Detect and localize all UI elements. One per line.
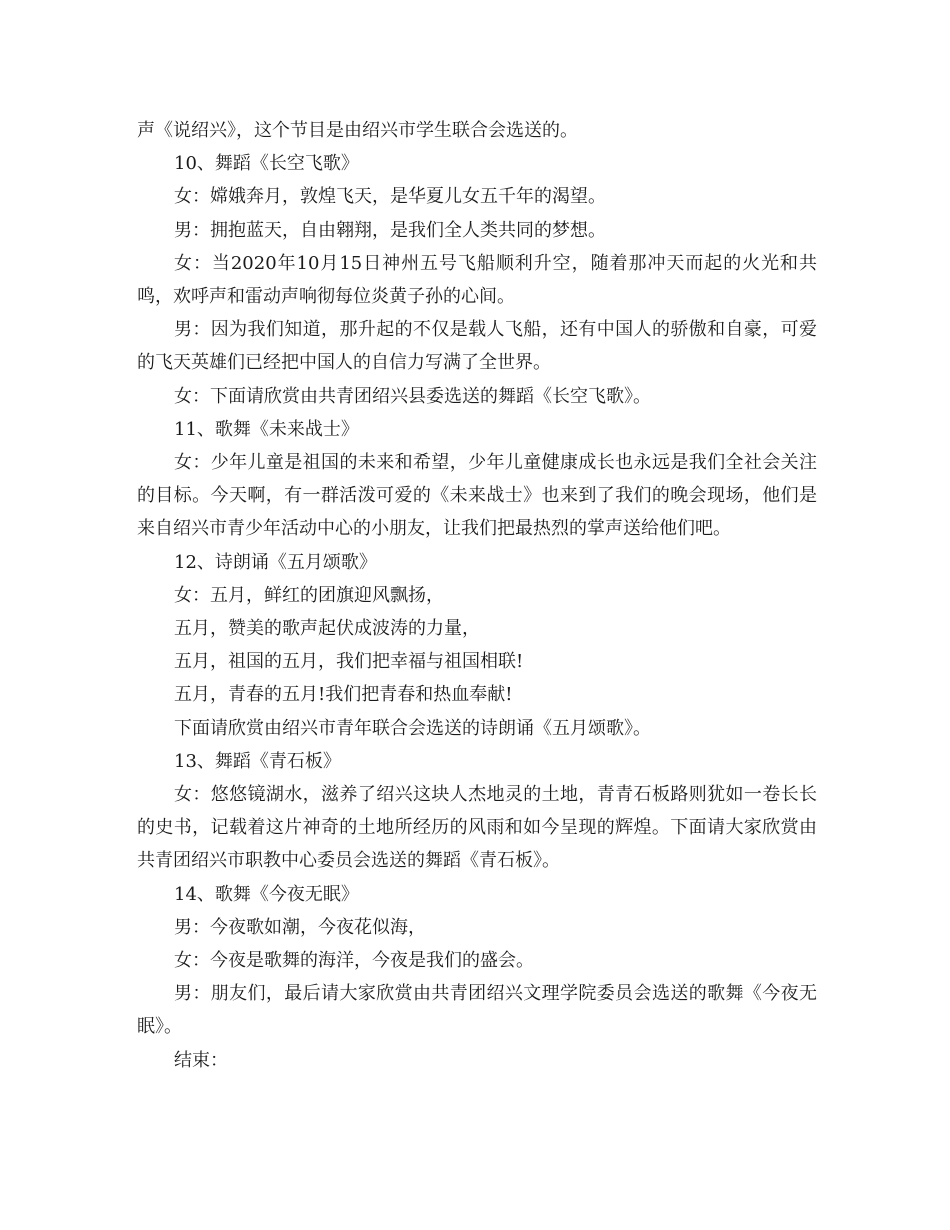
paragraph: 女：悠悠镜湖水，滋养了绍兴这块人杰地灵的土地，青青石板路则犹如一卷长长的史书，记载着这片神奇的土地所经历的风雨和如今呈现的辉煌。下面请大家欣赏由共青团绍兴市职教中心委员会选送的舞蹈《青石板》。 xyxy=(137,784,817,872)
paragraph: 下面请欣赏由绍兴市青年联合会选送的诗朗诵《五月颂歌》。 xyxy=(174,717,651,739)
paragraph: 男：因为我们知道，那升起的不仅是载人飞船，还有中国人的骄傲和自豪，可爱的飞天英雄们已经把中国人的自信力写满了全世界。 xyxy=(137,319,817,374)
paragraph: 女：下面请欣赏由共青团绍兴县委选送的舞蹈《长空飞歌》。 xyxy=(174,385,651,407)
paragraph: 五月，祖国的五月，我们把幸福与祖国相联! xyxy=(174,651,524,673)
paragraph: 五月，青春的五月!我们把青春和热血奉献! xyxy=(174,684,513,706)
paragraph: 女：当2020年10月15日神州五号飞船顺利升空，随着那冲天而起的火光和共鸣，欢呼声和雷动声响彻每位炎黄子孙的心间。 xyxy=(137,252,817,308)
paragraph: 13、舞蹈《青石板》 xyxy=(174,750,341,772)
paragraph: 男：朋友们，最后请大家欣赏由共青团绍兴文理学院委员会选送的歌舞《今夜无眠》。 xyxy=(137,983,817,1038)
paragraph: 男：拥抱蓝天，自由翱翔，是我们全人类共同的梦想。 xyxy=(174,219,606,241)
paragraph: 女：嫦娥奔月，敦煌飞天，是华夏儿女五千年的渴望。 xyxy=(174,186,606,208)
paragraph: 结束： xyxy=(174,1049,228,1071)
paragraph: 14、歌舞《今夜无眠》 xyxy=(174,883,359,905)
paragraph: 男：今夜歌如潮，今夜花似海， xyxy=(174,916,426,938)
document-body xyxy=(137,114,817,1077)
paragraph: 12、诗朗诵《五月颂歌》 xyxy=(174,551,377,573)
paragraph: 五月，赞美的歌声起伏成波涛的力量， xyxy=(174,618,480,640)
paragraph: 女：少年儿童是祖国的未来和希望，少年儿童健康成长也永远是我们全社会关注的目标。今天啊，有一群活泼可爱的《未来战士》也来到了我们的晚会现场，他们是来自绍兴市青少年活动中心的小朋友，让我们把最热烈的掌声送给他们吧。 xyxy=(137,452,817,540)
paragraph: 声《说绍兴》，这个节目是由绍兴市学生联合会选送的。 xyxy=(137,120,578,141)
paragraph: 女：五月，鲜红的团旗迎风飘扬， xyxy=(174,584,444,606)
paragraph: 女：今夜是歌舞的海洋，今夜是我们的盛会。 xyxy=(174,950,534,972)
paragraph: 11、歌舞《未来战士》 xyxy=(174,418,359,440)
paragraph: 10、舞蹈《长空飞歌》 xyxy=(174,153,359,175)
